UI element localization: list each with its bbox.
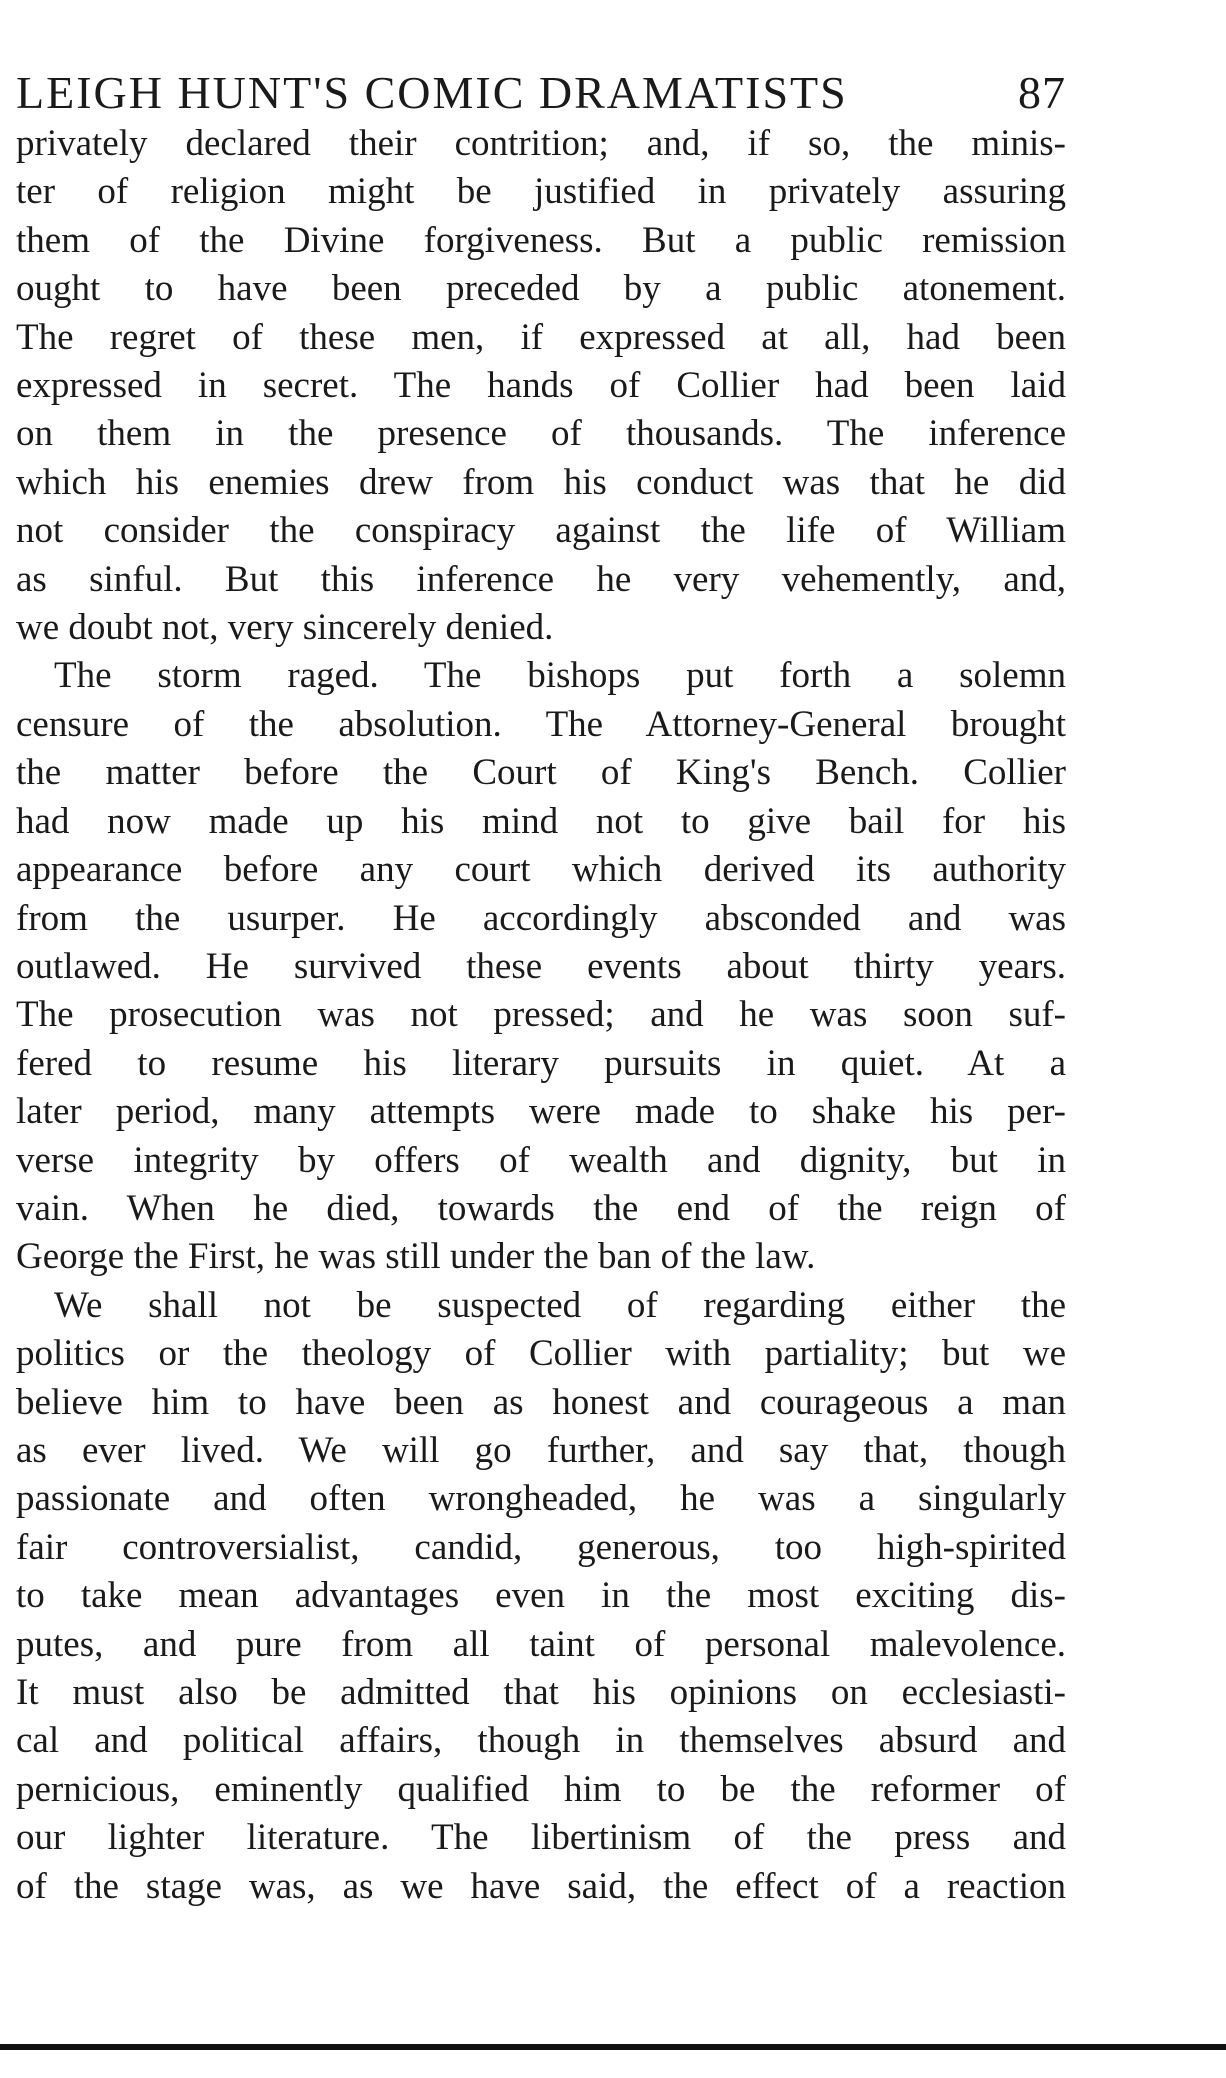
- text-line: which his enemies drew from his conduct was that he did: [16, 461, 1066, 503]
- text-line: fered to resume his literary pursuits in quiet. At a: [16, 1042, 1066, 1084]
- paragraph-3: [16, 1282, 1066, 1911]
- text-line: expressed in secret. The hands of Collier had been laid: [16, 365, 1066, 407]
- text-line: ought to have been preceded by a public atonement.: [16, 268, 1066, 310]
- text-line: ter of religion might be justified in privately assuring: [16, 171, 1066, 213]
- text-line: from the usurper. He accordingly absconded and was: [16, 897, 1066, 939]
- text-line: passionate and often wrongheaded, he was a singularly: [16, 1478, 1066, 1520]
- text-line: not consider the conspiracy against the life of William: [16, 510, 1066, 552]
- book-page: [16, 67, 1066, 1911]
- text-line: had now made up his mind not to give bail for his: [16, 800, 1066, 842]
- text-line: verse integrity by offers of wealth and dignity, but in: [16, 1139, 1066, 1181]
- text-line: them of the Divine forgiveness. But a public remission: [16, 219, 1066, 261]
- text-line: It must also be admitted that his opinions on ecclesiasti-: [16, 1672, 1066, 1713]
- running-title: LEIGH HUNT'S COMIC DRAMATISTS: [16, 67, 848, 118]
- text-line: the matter before the Court of King's Bench. Collier: [16, 752, 1066, 794]
- text-line: fair controversialist, candid, generous, too high-spirited: [16, 1526, 1066, 1568]
- text-line: censure of the absolution. The Attorney-General brought: [16, 703, 1066, 745]
- text-line: The storm raged. The bishops put forth a solemn: [54, 655, 1066, 697]
- bottom-rule: [0, 2044, 1226, 2050]
- text-line: later period, many attempts were made to shake his per-: [16, 1091, 1066, 1133]
- text-line: outlawed. He survived these events about thirty years.: [16, 945, 1066, 987]
- paragraph-1: [16, 120, 1066, 652]
- text-line: The prosecution was not pressed; and he was soon suf-: [16, 994, 1066, 1036]
- text-line: pernicious, eminently qualified him to be the reformer of: [16, 1768, 1066, 1810]
- text-line: to take mean advantages even in the most exciting dis-: [16, 1575, 1066, 1617]
- text-line: on them in the presence of thousands. The inference: [16, 413, 1066, 455]
- text-line: we doubt not, very sincerely denied.: [16, 607, 554, 649]
- text-line: privately declared their contrition; and, if so, the minis-: [16, 123, 1066, 164]
- text-line: We shall not be suspected of regarding either the: [54, 1284, 1066, 1326]
- page-number: 87: [1018, 67, 1066, 118]
- text-line: cal and political affairs, though in themselves absurd and: [16, 1720, 1066, 1762]
- text-line: vain. When he died, towards the end of the reign of: [16, 1187, 1066, 1229]
- text-line: The regret of these men, if expressed at all, had been: [16, 316, 1066, 358]
- text-line: George the First, he was still under the ban of the law.: [16, 1236, 816, 1278]
- running-header: [16, 67, 1066, 118]
- text-line: politics or the theology of Collier with partiality; but we: [16, 1333, 1066, 1375]
- text-line: our lighter literature. The libertinism of the press and: [16, 1817, 1066, 1859]
- text-line: as sinful. But this inference he very vehemently, and,: [16, 558, 1066, 600]
- text-line: of the stage was, as we have said, the effect of a reaction: [16, 1865, 1066, 1907]
- paragraph-2: [16, 652, 1066, 1281]
- text-line: appearance before any court which derived its authority: [16, 849, 1066, 891]
- body-text: [16, 120, 1066, 1911]
- text-line: as ever lived. We will go further, and say that, though: [16, 1429, 1066, 1471]
- text-line: putes, and pure from all taint of personal malevolence.: [16, 1623, 1066, 1665]
- text-line: believe him to have been as honest and courageous a man: [16, 1381, 1066, 1423]
